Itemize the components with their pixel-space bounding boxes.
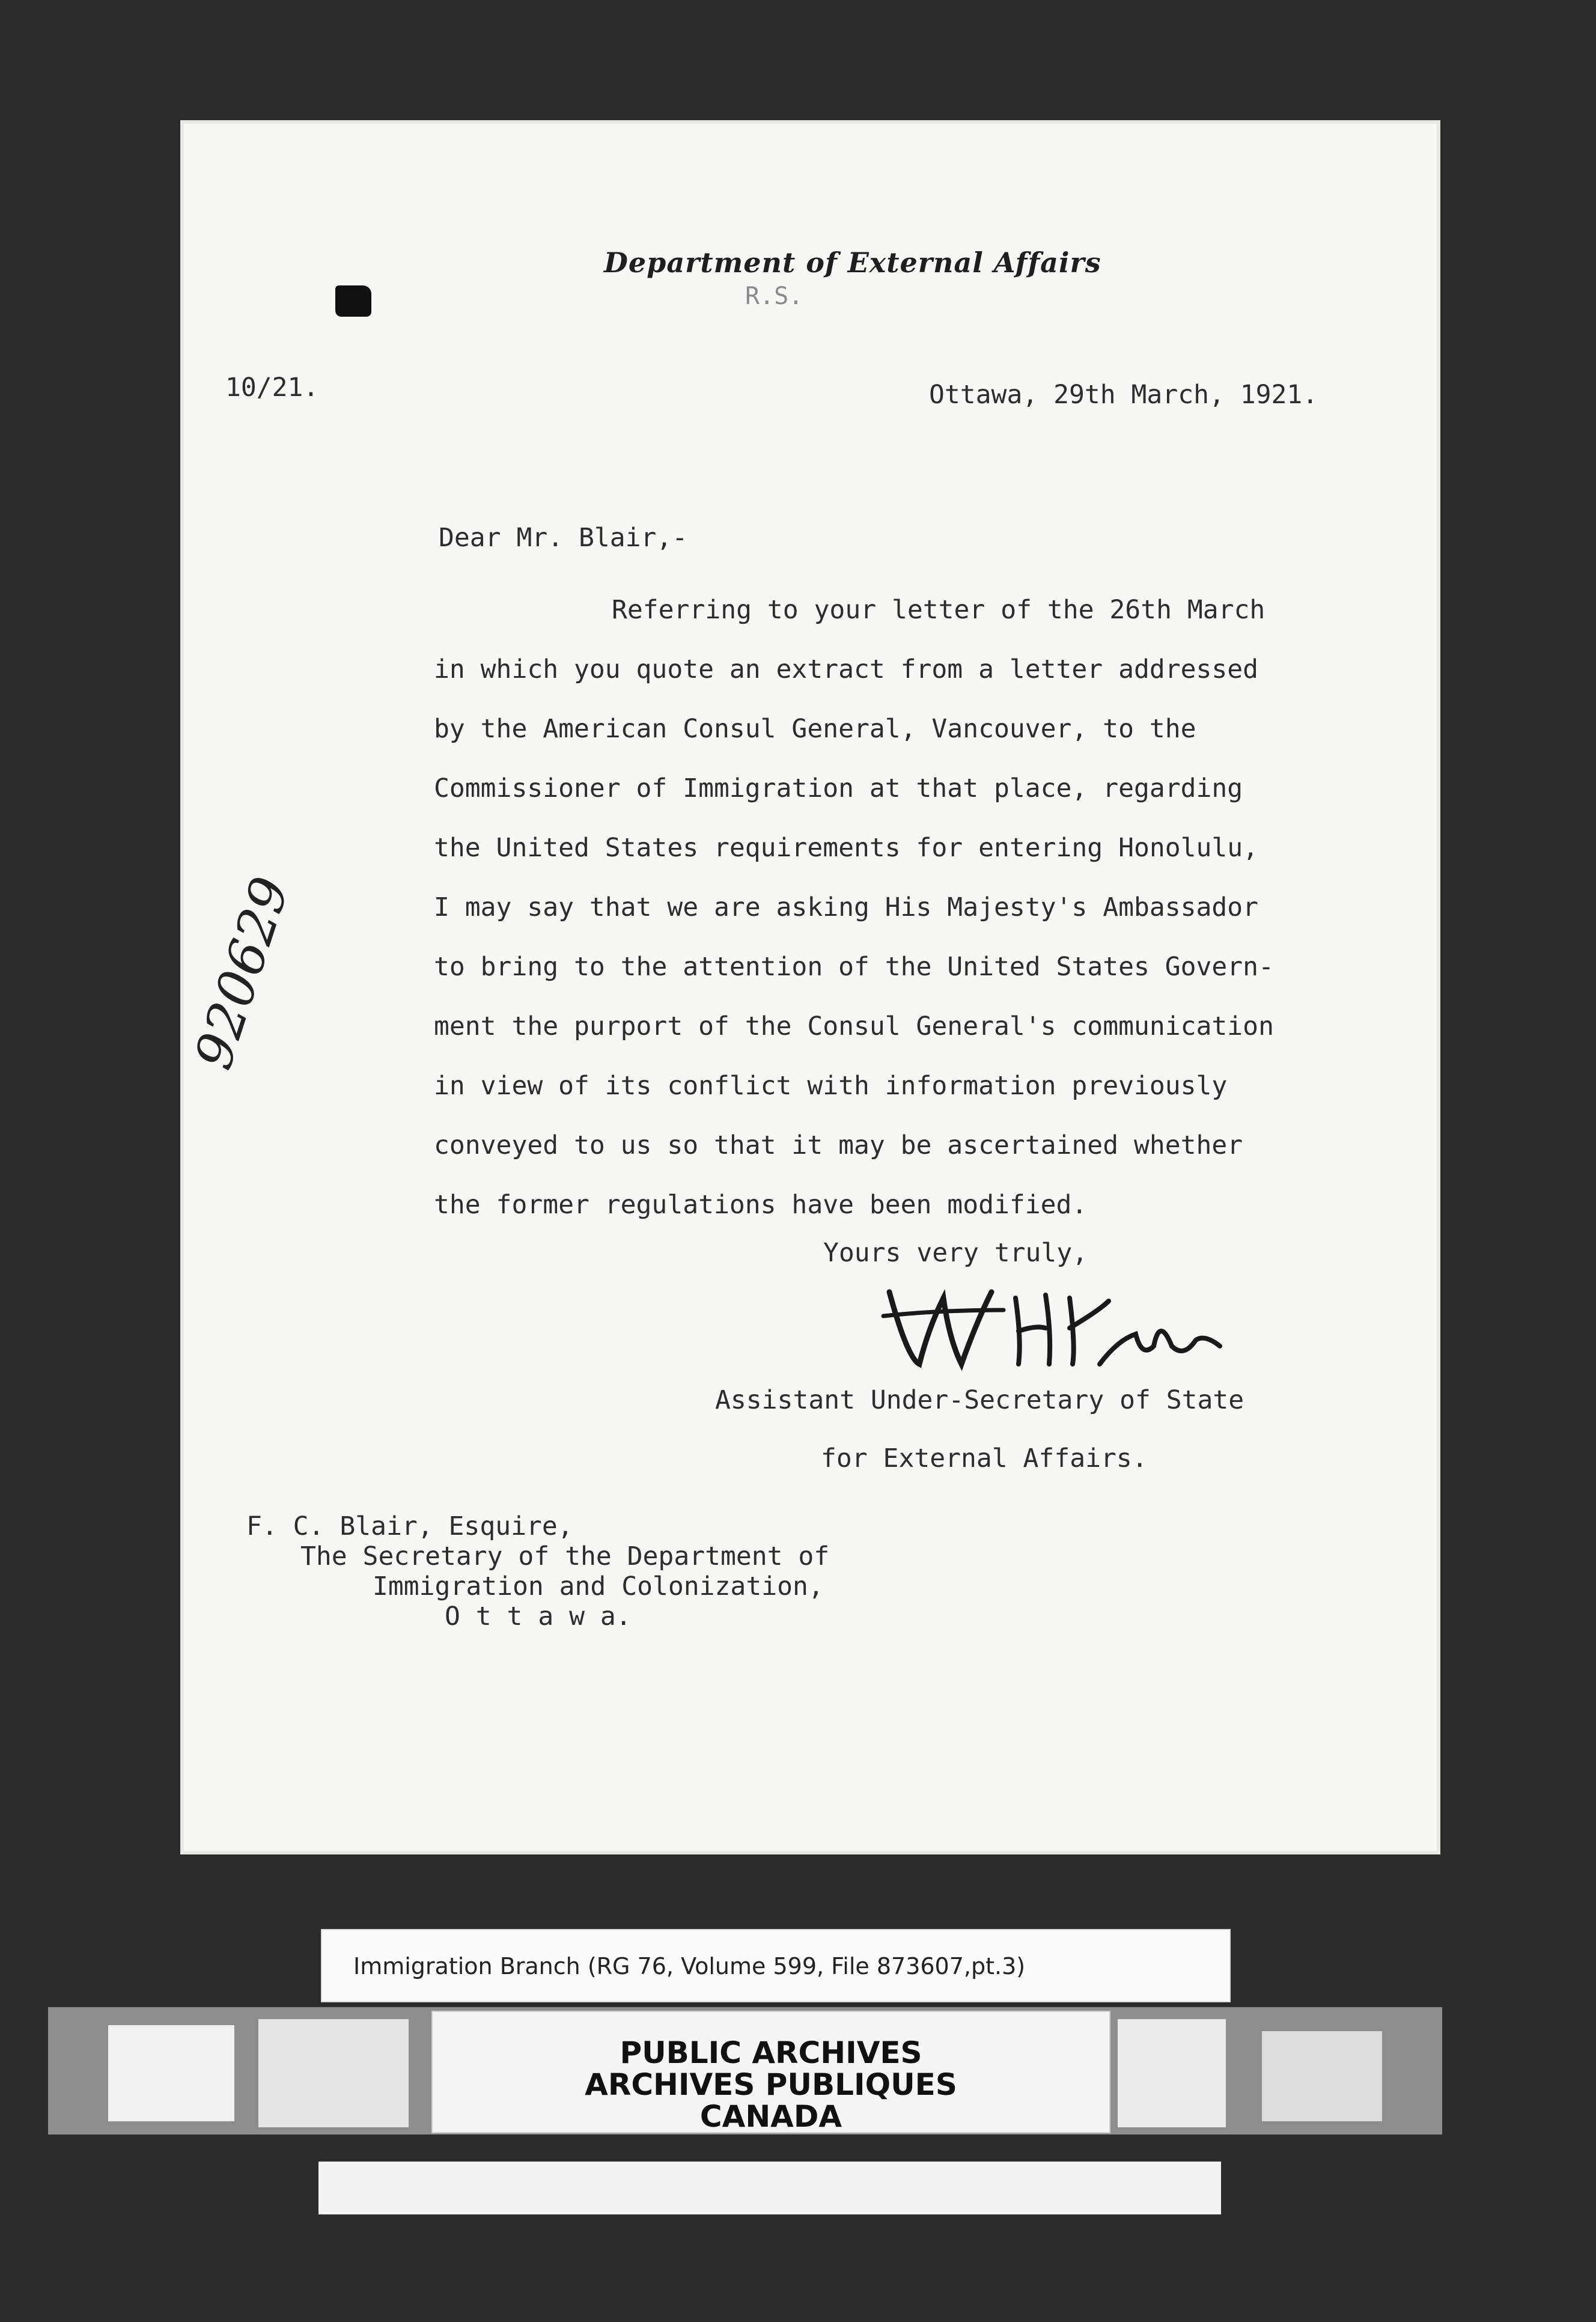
letter-page bbox=[180, 120, 1440, 1854]
ink-blot bbox=[335, 285, 371, 317]
body-line: by the American Consul General, Vancouver, to the bbox=[434, 714, 1196, 744]
body-line: in view of its conflict with information previously bbox=[434, 1071, 1228, 1101]
signature bbox=[871, 1265, 1244, 1382]
letterhead-department: Department of External Affairs bbox=[604, 246, 1101, 279]
stamp-line-2: ARCHIVES PUBLIQUES bbox=[585, 2067, 957, 2102]
body-line: Referring to your letter of the 26th March bbox=[612, 595, 1266, 625]
body-line: Commissioner of Immigration at that place, regarding bbox=[434, 773, 1243, 803]
stamp-line-3: CANADA bbox=[699, 2099, 842, 2134]
signer-title-line-1: Assistant Under-Secretary of State bbox=[715, 1385, 1244, 1415]
stamp-line-1: PUBLIC ARCHIVES bbox=[620, 2035, 922, 2070]
body-line: the United States requirements for entering Honolulu, bbox=[434, 833, 1259, 863]
signature-text: W.H. Walker bbox=[871, 1265, 935, 1276]
body-line: conveyed to us so that it may be ascertained whether bbox=[434, 1130, 1243, 1160]
body-line: ment the purport of the Consul General's communication bbox=[434, 1011, 1274, 1041]
archive-label bbox=[321, 1929, 1231, 2002]
body-line: the former regulations have been modified. bbox=[434, 1190, 1088, 1220]
archives-stamp bbox=[431, 2011, 1110, 2133]
date-line: Ottawa, 29th March, 1921. bbox=[929, 380, 1318, 410]
body-line: in which you quote an extract from a letter addressed bbox=[434, 654, 1259, 684]
salutation: Dear Mr. Blair,- bbox=[439, 523, 688, 553]
addressee-line-2: The Secretary of the Department of bbox=[300, 1541, 830, 1571]
body-line: to bring to the attention of the United States Govern- bbox=[434, 952, 1274, 982]
body-line: I may say that we are asking His Majesty's Ambassador bbox=[434, 892, 1259, 922]
addressee-line-3: Immigration and Colonization, bbox=[373, 1571, 824, 1601]
closing: Yours very truly, bbox=[823, 1238, 1088, 1268]
file-number: 10/21. bbox=[225, 373, 319, 403]
addressee-line-1: F. C. Blair, Esquire, bbox=[246, 1511, 573, 1541]
lower-label-strip bbox=[318, 2162, 1221, 2214]
archive-label-text: Immigration Branch (RG 76, Volume 599, File 873607,pt.3) bbox=[353, 1953, 1026, 1979]
margin-note: 920629 bbox=[183, 870, 302, 1076]
addressee-line-4: O t t a w a. bbox=[445, 1601, 632, 1632]
letterhead-reference: R.S. bbox=[745, 282, 803, 310]
signer-title-line-2: for External Affairs. bbox=[821, 1443, 1148, 1473]
